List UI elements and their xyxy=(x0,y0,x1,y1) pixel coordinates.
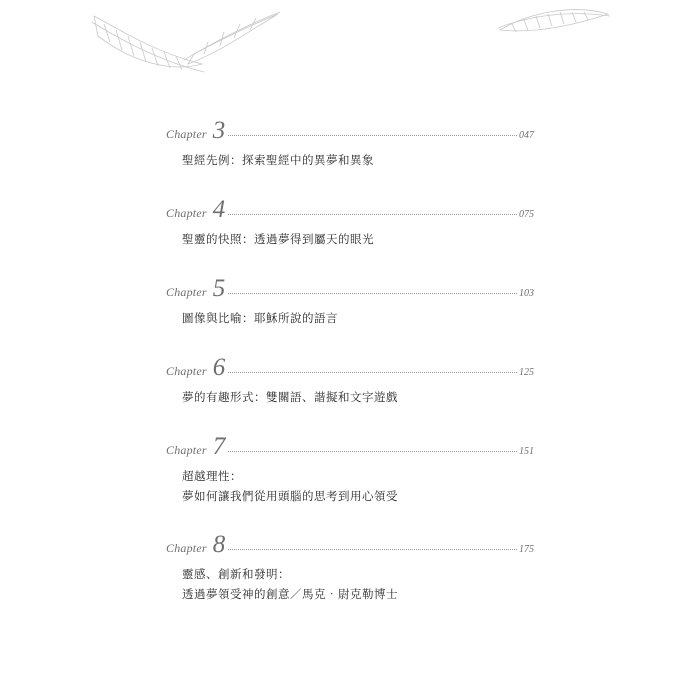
feather-icon xyxy=(494,2,614,46)
page-number: 175 xyxy=(519,544,534,555)
page-number: 075 xyxy=(519,209,534,220)
chapter-heading-line xyxy=(166,355,534,381)
dot-leader xyxy=(228,135,517,136)
page-number: 125 xyxy=(519,367,534,378)
page-number: 047 xyxy=(519,130,534,141)
chapter-number: 8 xyxy=(212,531,226,558)
page-number: 103 xyxy=(519,288,534,299)
chapter-label: Chapter xyxy=(166,127,207,141)
chapter-title-line-2: 夢如何讓我們從用頭腦的思考到用心領受 xyxy=(182,491,398,503)
toc-entry-chapter-3[interactable] xyxy=(166,118,534,171)
toc-entry-chapter-7[interactable] xyxy=(166,434,534,507)
chapter-number: 4 xyxy=(212,196,226,223)
toc-entry-chapter-4[interactable] xyxy=(166,197,534,250)
dot-leader xyxy=(228,214,517,215)
chapter-label: Chapter xyxy=(166,364,207,378)
dot-leader xyxy=(228,451,517,452)
page-number: 151 xyxy=(519,446,534,457)
chapter-number: 5 xyxy=(212,275,226,302)
chapter-title-line-1: 圖像與比喻：耶穌所說的語言 xyxy=(182,313,338,325)
dot-leader xyxy=(228,293,517,294)
dot-leader xyxy=(228,549,517,550)
chapter-label: Chapter xyxy=(166,541,207,555)
chapter-label: Chapter xyxy=(166,206,207,220)
chapter-title-line-1: 聖靈的快照：透過夢得到屬天的眼光 xyxy=(182,234,374,246)
chapter-heading-line xyxy=(166,276,534,302)
chapter-heading-line xyxy=(166,118,534,144)
toc-entry-chapter-5[interactable] xyxy=(166,276,534,329)
toc-entry-chapter-6[interactable] xyxy=(166,355,534,408)
chapter-number: 6 xyxy=(212,354,226,381)
chapter-title-line-1: 靈感、創新和發明： xyxy=(182,569,290,581)
chapter-label: Chapter xyxy=(166,285,207,299)
feather-icon xyxy=(84,2,284,92)
chapter-heading-line xyxy=(166,197,534,223)
chapter-number: 3 xyxy=(212,117,226,144)
chapter-title-line-1: 夢的有趣形式：雙關語、諧擬和文字遊戲 xyxy=(182,392,398,404)
chapter-title-line-2: 透過夢領受神的創意／馬克‧尉克勒博士 xyxy=(182,589,398,601)
chapter-heading-line xyxy=(166,434,534,460)
chapter-heading-line xyxy=(166,532,534,558)
chapter-number: 7 xyxy=(212,433,226,460)
dot-leader xyxy=(228,372,517,373)
chapter-label: Chapter xyxy=(166,443,207,457)
toc-entry-chapter-8[interactable] xyxy=(166,532,534,605)
chapter-title-line-1: 聖經先例：探索聖經中的異夢和異象 xyxy=(182,155,374,167)
chapter-title-line-1: 超越理性： xyxy=(182,471,242,483)
